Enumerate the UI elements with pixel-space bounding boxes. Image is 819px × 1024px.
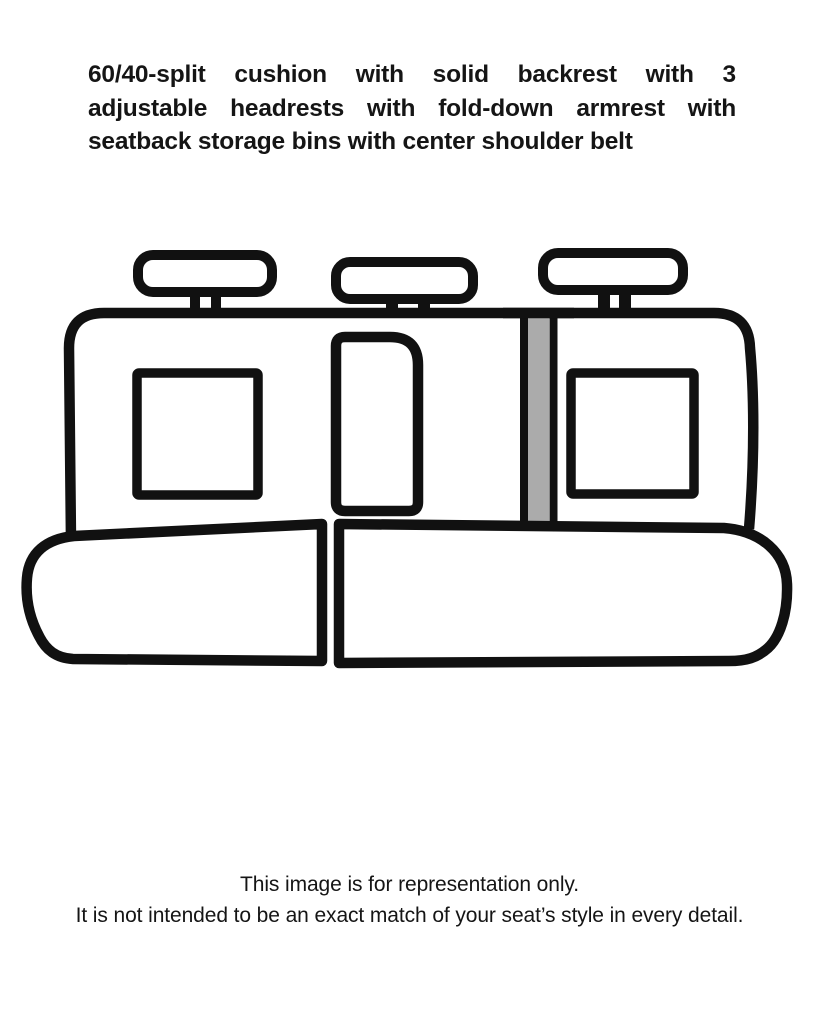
cushion-right: [339, 524, 787, 663]
cushion-left: [27, 524, 322, 661]
headrest-center: [336, 262, 473, 299]
headrest-left: [138, 255, 272, 292]
seat-diagram-lines: [27, 253, 787, 663]
disclaimer-line-1: This image is for representation only.: [240, 873, 579, 896]
heading-line-1: 60/40-split cushion with solid backrest with 3: [88, 61, 736, 88]
storage-bin-left: [137, 373, 258, 495]
heading-line-2: adjustable headrests with fold-down armrest with: [88, 94, 736, 122]
headrest-right: [543, 253, 683, 290]
disclaimer-text: [0, 869, 819, 931]
belt-strip: [528, 313, 549, 527]
storage-bin-right: [571, 373, 694, 494]
fold-down-armrest: [336, 337, 418, 511]
heading-line-3: seatback storage bins with center shoulder belt: [88, 128, 633, 155]
disclaimer-line-2: It is not intended to be an exact match of your seat’s style in every detail.: [75, 904, 744, 927]
